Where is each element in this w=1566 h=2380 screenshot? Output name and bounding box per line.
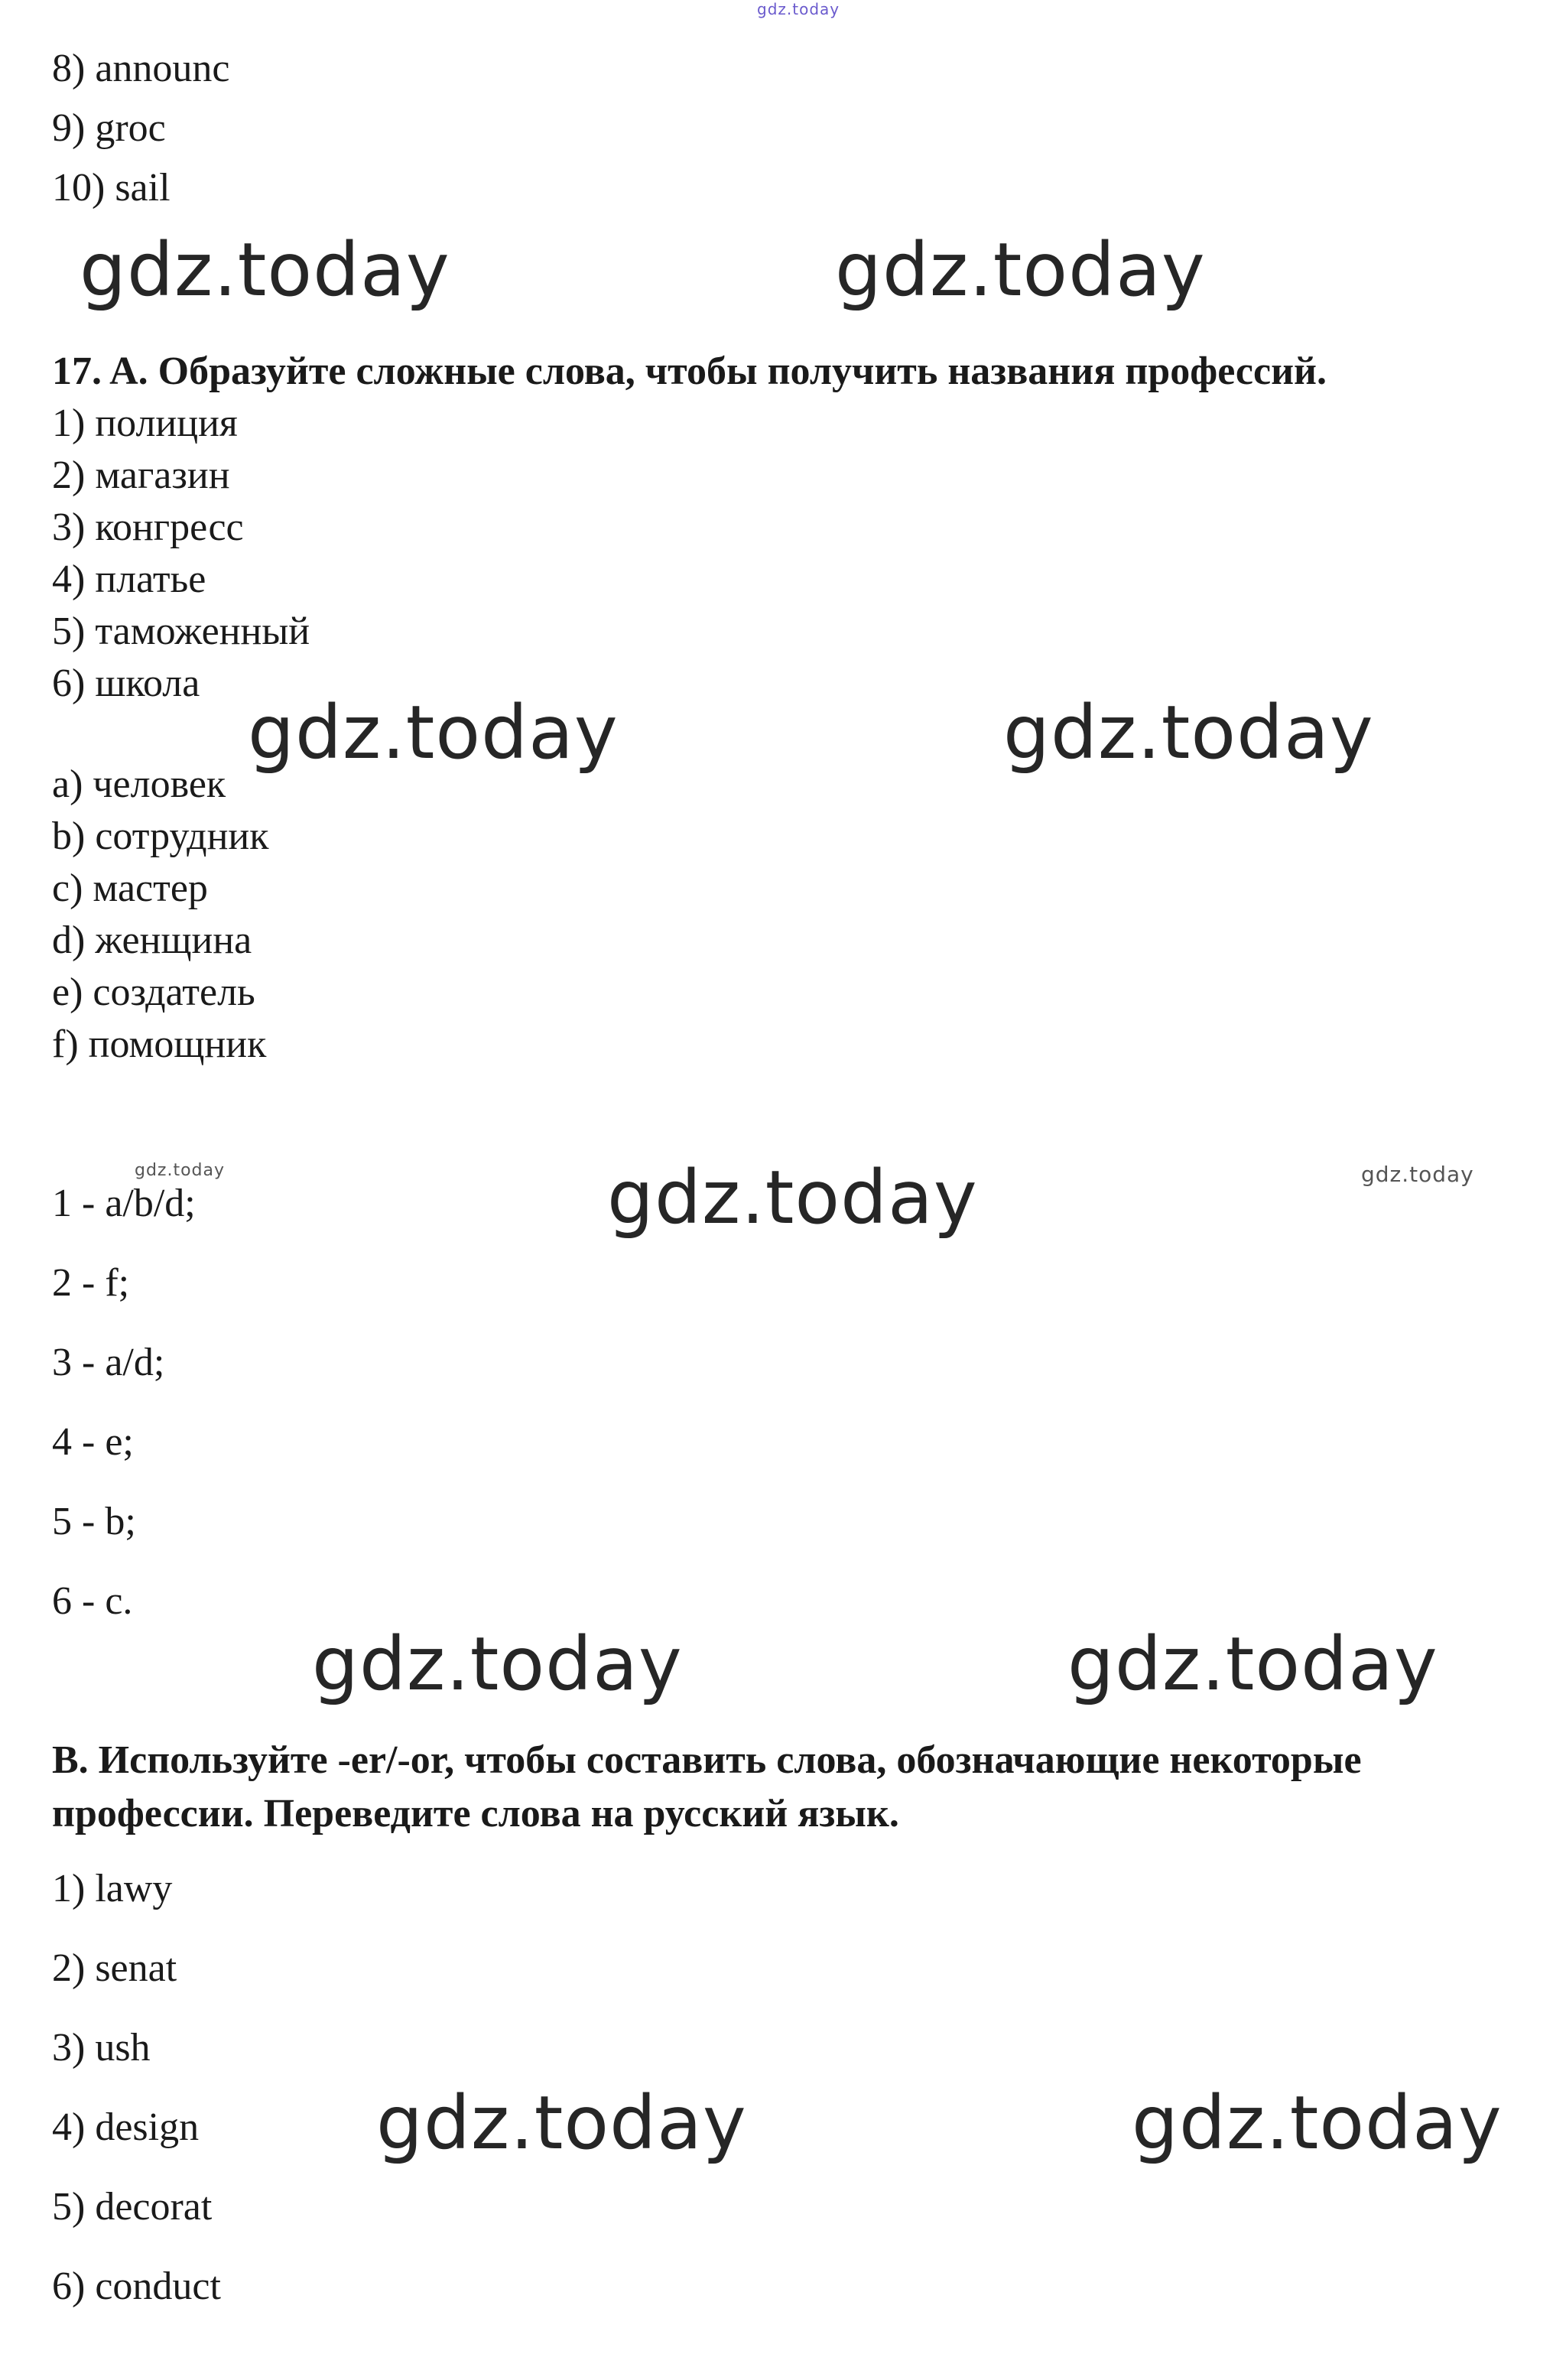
list-item: e) создатель xyxy=(52,971,255,1014)
list-item: f) помощник xyxy=(52,1023,267,1066)
watermark: gdz.today xyxy=(248,690,619,775)
watermark-small: gdz.today xyxy=(135,1161,226,1180)
list-item: b) сотрудник xyxy=(52,814,269,858)
watermark: gdz.today xyxy=(80,227,450,313)
watermark: gdz.today xyxy=(312,1621,683,1707)
list-item: 4) design xyxy=(52,2105,200,2149)
list-item: 6) conduct xyxy=(52,2265,221,2308)
list-item: 2) магазин xyxy=(52,454,230,497)
list-item: 5) decorat xyxy=(52,2185,213,2229)
watermark: gdz.today xyxy=(607,1155,978,1240)
list-item: d) женщина xyxy=(52,919,252,962)
answer-item: 2 - f; xyxy=(52,1261,130,1305)
task-b-heading-line2: профессии. Переведите слова на русский язык. xyxy=(52,1792,899,1835)
task-a-heading: 17. A. Образуйте сложные слова, чтобы получить названия профессий. xyxy=(52,350,1327,393)
watermark: gdz.today xyxy=(835,227,1206,313)
task-b-heading-line1: B. Используйте -er/-or, чтобы составить слова, обозначающие некоторые xyxy=(52,1738,1362,1782)
answer-item: 5 - b; xyxy=(52,1500,136,1543)
list-item: 3) конгресс xyxy=(52,506,244,549)
list-item: 3) ush xyxy=(52,2026,151,2069)
list-item: 1) полиция xyxy=(52,402,238,445)
list-item: 6) школа xyxy=(52,662,200,705)
list-item: 9) groc xyxy=(52,106,166,150)
list-item: 5) таможенный xyxy=(52,610,310,653)
watermark-small: gdz.today xyxy=(1361,1162,1474,1187)
watermark: gdz.today xyxy=(1067,1621,1438,1707)
list-item: 2) senat xyxy=(52,1946,177,1990)
list-item: a) человек xyxy=(52,762,226,806)
list-item: 10) sail xyxy=(52,166,171,210)
list-item: 4) платье xyxy=(52,558,206,601)
list-item: 8) announc xyxy=(52,47,230,90)
watermark: gdz.today xyxy=(1132,2080,1503,2166)
answer-item: 6 - c. xyxy=(52,1579,133,1623)
answer-item: 4 - e; xyxy=(52,1420,134,1464)
answer-item: 1 - a/b/d; xyxy=(52,1182,196,1225)
answer-item: 3 - a/d; xyxy=(52,1341,165,1384)
watermark: gdz.today xyxy=(376,2080,747,2166)
watermark: gdz.today xyxy=(1003,690,1374,775)
list-item: c) мастер xyxy=(52,866,208,910)
watermark-top: gdz.today xyxy=(757,0,840,18)
list-item: 1) lawy xyxy=(52,1867,173,1910)
